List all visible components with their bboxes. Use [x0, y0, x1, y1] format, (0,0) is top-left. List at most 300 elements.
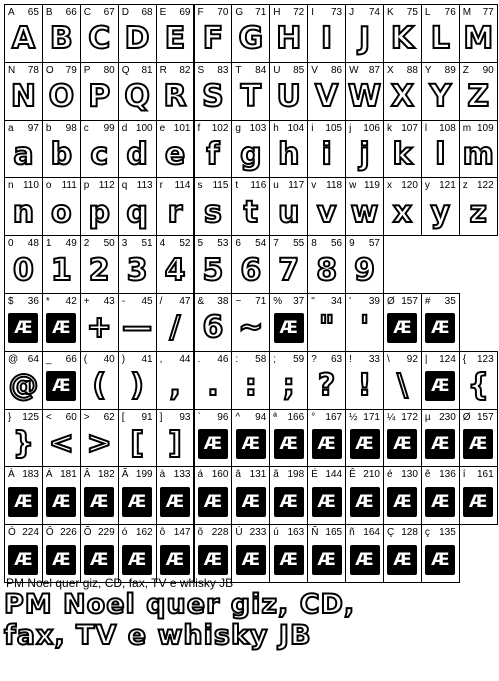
missing-glyph-box: Æ — [350, 487, 380, 517]
glyph-preview — [422, 135, 459, 176]
missing-glyph-box: Æ — [463, 487, 493, 517]
glyph-char-label: u — [273, 180, 279, 192]
glyph-cell — [421, 177, 460, 236]
glyph-char-label: f — [197, 122, 201, 134]
glyph-char-label: S — [197, 64, 205, 76]
glyph-cell — [4, 409, 43, 468]
glyph-sample: V — [315, 79, 339, 115]
glyph-cell — [383, 62, 422, 121]
missing-glyph-box: Æ — [8, 487, 38, 517]
missing-glyph-box: Æ — [46, 487, 76, 517]
glyph-sample: 6 — [202, 310, 224, 346]
glyph-char-label: Y — [424, 64, 432, 76]
glyph-preview — [43, 539, 80, 580]
glyph-code-label: 135 — [439, 527, 456, 539]
glyph-code-label: 144 — [325, 469, 343, 481]
glyph-preview — [43, 308, 80, 349]
glyph-char-label: o — [45, 180, 52, 192]
glyph-char-label: 9 — [349, 238, 355, 250]
glyph-code-label: 64 — [27, 353, 39, 365]
glyph-cell — [307, 466, 346, 525]
glyph-char-label: ( — [83, 353, 88, 365]
glyph-sample: ) — [130, 368, 144, 404]
glyph-sample: j — [359, 136, 370, 172]
glyph-char-label: @ — [8, 353, 19, 365]
glyph-code-label: 123 — [477, 353, 494, 365]
glyph-sample: S — [202, 79, 224, 115]
glyph-cell — [345, 62, 384, 121]
glyph-cell — [80, 62, 119, 121]
glyph-char-label: } — [8, 411, 12, 423]
glyph-code-label: 70 — [217, 7, 229, 18]
glyph-cell — [269, 120, 308, 179]
glyph-cell — [118, 293, 157, 352]
glyph-char-label: / — [159, 296, 163, 307]
glyph-sample: s — [204, 194, 222, 230]
glyph-sample: I — [321, 21, 333, 57]
glyph-sample: p — [88, 194, 110, 230]
glyph-char-label: 1 — [45, 238, 52, 250]
glyph-char-label: & — [197, 296, 205, 307]
glyph-cell — [345, 177, 384, 236]
glyph-preview — [232, 135, 269, 176]
glyph-code-label: 60 — [65, 411, 77, 423]
glyph-code-label: 101 — [173, 122, 191, 134]
glyph-cell — [4, 177, 43, 236]
glyph-preview — [43, 192, 80, 233]
glyph-char-label: Ø — [387, 296, 395, 307]
glyph-char-label: ú — [273, 527, 279, 539]
glyph-code-label: 46 — [217, 353, 229, 365]
glyph-cell — [383, 177, 422, 236]
glyph-cell — [156, 120, 195, 179]
glyph-char-label: A — [8, 7, 15, 18]
glyph-code-label: 199 — [135, 469, 153, 481]
glyph-sample: 0 — [13, 252, 34, 288]
glyph-char-label: n — [8, 180, 14, 192]
glyph-preview — [81, 135, 118, 176]
missing-glyph-box: Æ — [387, 487, 417, 517]
glyph-code-label: 157 — [401, 296, 418, 307]
glyph-preview — [195, 308, 232, 349]
glyph-sample: . — [207, 368, 219, 404]
glyph-char-label: ) — [121, 353, 126, 365]
glyph-cell — [459, 351, 498, 410]
glyph-char-label: { — [462, 353, 467, 365]
glyph-preview — [5, 19, 42, 60]
glyph-char-label: q — [121, 180, 128, 192]
glyph-preview — [195, 19, 232, 60]
glyph-code-label: 124 — [439, 353, 456, 365]
glyph-code-label: 102 — [211, 122, 229, 134]
glyph-cell — [421, 4, 460, 63]
glyph-cell — [307, 62, 346, 121]
glyph-code-label: 43 — [103, 296, 115, 307]
glyph-cell — [194, 120, 233, 179]
glyph-sample: m — [462, 136, 494, 172]
glyph-char-label: ° — [311, 411, 316, 423]
glyph-code-label: 38 — [217, 296, 229, 307]
glyph-sample: v — [316, 194, 337, 230]
glyph-sample: > — [86, 425, 112, 461]
glyph-code-label: 103 — [249, 122, 267, 134]
glyph-sample: ~ — [238, 310, 264, 346]
glyph-cell — [345, 409, 384, 468]
glyph-preview — [232, 481, 269, 522]
glyph-cell — [42, 235, 81, 294]
glyph-code-label: 75 — [406, 7, 418, 18]
glyph-sample: N — [10, 79, 36, 115]
glyph-char-label: I — [311, 7, 314, 18]
glyph-preview — [232, 19, 269, 60]
glyph-char-label: t — [235, 180, 239, 192]
glyph-cell — [383, 466, 422, 525]
glyph-char-label: M — [462, 7, 472, 18]
glyph-preview — [308, 366, 345, 407]
glyph-sample: ? — [317, 368, 336, 404]
glyph-cell — [156, 293, 195, 352]
glyph-preview — [157, 135, 194, 176]
glyph-cell — [194, 466, 233, 525]
glyph-preview — [5, 424, 42, 465]
glyph-cell — [307, 409, 346, 468]
glyph-sample: Y — [429, 79, 452, 115]
glyph-preview — [43, 481, 80, 522]
glyph-char-label: ; — [273, 353, 277, 365]
glyph-char-label: p — [83, 180, 90, 192]
glyph-sample: / — [169, 310, 181, 346]
glyph-code-label: 210 — [363, 469, 380, 481]
glyph-sample: f — [206, 136, 220, 172]
glyph-preview — [460, 192, 497, 233]
glyph-cell — [80, 293, 119, 352]
missing-glyph-box: Æ — [84, 487, 114, 517]
glyph-cell — [459, 177, 498, 236]
glyph-char-label: Õ — [83, 527, 92, 539]
glyph-char-label: > — [83, 411, 90, 423]
glyph-cell — [194, 409, 233, 468]
glyph-preview — [270, 192, 307, 233]
missing-glyph-box: Æ — [425, 545, 455, 575]
glyph-preview — [270, 481, 307, 522]
glyph-preview — [308, 481, 345, 522]
glyph-preview — [195, 424, 232, 465]
glyph-code-label: 41 — [141, 353, 153, 365]
glyph-char-label: _ — [45, 353, 52, 365]
glyph-char-label: 8 — [311, 238, 317, 250]
glyph-cell — [80, 235, 119, 294]
glyph-code-label: 182 — [98, 469, 115, 481]
glyph-sample: 2 — [88, 252, 110, 288]
glyph-sample: i — [321, 136, 332, 172]
glyph-code-label: 36 — [27, 296, 39, 307]
glyph-code-label: 48 — [27, 238, 39, 250]
glyph-cell — [4, 293, 43, 352]
glyph-code-label: 40 — [103, 353, 115, 365]
glyph-preview — [346, 77, 383, 118]
glyph-preview — [270, 135, 307, 176]
glyph-code-label: 230 — [439, 411, 456, 423]
glyph-preview — [308, 424, 345, 465]
glyph-sample: g — [240, 136, 262, 172]
missing-glyph-box: Æ — [236, 487, 266, 517]
glyph-code-label: 228 — [211, 527, 229, 539]
glyph-sample: q — [126, 194, 148, 230]
glyph-code-label: 51 — [141, 238, 153, 250]
glyph-code-label: 82 — [179, 64, 191, 76]
missing-glyph-box: Æ — [274, 487, 304, 517]
glyph-cell — [42, 177, 81, 236]
glyph-char-label: : — [235, 353, 239, 365]
missing-glyph-box: Æ — [46, 313, 76, 343]
glyph-sample: X — [390, 79, 415, 115]
glyph-char-label: G — [235, 7, 244, 18]
glyph-code-label: 198 — [287, 469, 305, 481]
glyph-cell — [269, 177, 308, 236]
glyph-cell — [421, 293, 460, 352]
glyph-preview — [5, 481, 42, 522]
glyph-code-label: 44 — [179, 353, 191, 365]
glyph-preview — [81, 424, 118, 465]
glyph-sample: < — [48, 425, 74, 461]
glyph-preview — [81, 539, 118, 580]
glyph-preview — [308, 19, 345, 60]
glyph-preview — [119, 424, 156, 465]
glyph-cell — [156, 524, 195, 583]
glyph-preview — [119, 135, 156, 176]
glyph-cell — [307, 235, 346, 294]
glyph-preview — [384, 192, 421, 233]
glyph-code-label: 162 — [135, 527, 153, 539]
glyph-char-label: ª — [273, 411, 277, 423]
glyph-cell — [307, 177, 346, 236]
glyph-char-label: 4 — [159, 238, 166, 250]
glyph-preview — [422, 539, 459, 580]
glyph-preview — [195, 192, 232, 233]
glyph-preview — [119, 19, 156, 60]
glyph-cell — [269, 524, 308, 583]
glyph-preview — [119, 308, 156, 349]
glyph-preview — [384, 135, 421, 176]
glyph-char-label: á — [197, 469, 204, 481]
glyph-preview — [308, 539, 345, 580]
glyph-preview — [422, 481, 459, 522]
glyph-cell — [42, 409, 81, 468]
glyph-preview — [157, 192, 194, 233]
missing-glyph-box: Æ — [8, 545, 38, 575]
glyph-cell — [383, 351, 422, 410]
glyph-char-label: Â — [83, 469, 91, 481]
glyph-sample: 6 — [240, 252, 262, 288]
glyph-sample: 9 — [354, 252, 375, 288]
missing-glyph-box: Æ — [425, 429, 455, 459]
glyph-preview — [308, 135, 345, 176]
sample-text-line-1: PM Noel quer giz, CD, — [4, 589, 356, 620]
glyph-code-label: 88 — [406, 64, 418, 76]
glyph-char-label: * — [45, 296, 50, 307]
glyph-cell — [42, 524, 81, 583]
glyph-char-label: m — [462, 122, 472, 134]
glyph-sample: F — [202, 21, 224, 57]
glyph-char-label: y — [424, 180, 430, 192]
glyph-char-label: â — [235, 469, 241, 481]
glyph-cell — [156, 351, 195, 410]
missing-glyph-box: Æ — [160, 545, 190, 575]
glyph-code-label: 181 — [60, 469, 77, 481]
glyph-char-label: z — [462, 180, 468, 192]
glyph-code-label: 47 — [179, 296, 191, 307]
glyph-cell — [42, 62, 81, 121]
missing-glyph-box: Æ — [8, 313, 38, 343]
glyph-char-label: 0 — [8, 238, 14, 250]
glyph-code-label: 83 — [217, 64, 229, 76]
missing-glyph-box: Æ — [312, 545, 342, 575]
glyph-cell — [80, 177, 119, 236]
glyph-code-label: 107 — [401, 122, 418, 134]
glyph-char-label: ô — [159, 527, 166, 539]
glyph-char-label: õ — [197, 527, 204, 539]
glyph-code-label: 94 — [255, 411, 267, 423]
glyph-code-label: 111 — [61, 180, 77, 192]
sample-caption: PM Noel quer giz, CD, fax, TV e whisky JB — [6, 576, 234, 590]
glyph-preview — [43, 424, 80, 465]
glyph-char-label: Ø — [462, 411, 471, 423]
glyph-preview — [422, 424, 459, 465]
glyph-code-label: 66 — [65, 353, 77, 365]
glyph-sample: c — [90, 136, 109, 172]
glyph-sample: l — [435, 136, 446, 172]
glyph-sample: n — [12, 194, 35, 230]
glyph-cell — [231, 4, 270, 63]
glyph-preview — [308, 192, 345, 233]
glyph-cell — [345, 293, 384, 352]
glyph-code-label: 55 — [293, 238, 305, 250]
glyph-sample: E — [164, 21, 186, 57]
glyph-char-label: Ã — [121, 469, 129, 481]
glyph-code-label: 33 — [368, 353, 380, 365]
glyph-preview — [43, 250, 80, 291]
glyph-sample: ' — [359, 310, 370, 346]
glyph-cell — [459, 4, 498, 63]
glyph-code-label: 71 — [255, 7, 267, 18]
glyph-preview — [81, 366, 118, 407]
glyph-preview — [384, 77, 421, 118]
glyph-sample: { — [467, 368, 489, 404]
glyph-char-label: 3 — [121, 238, 128, 250]
glyph-code-label: 161 — [477, 469, 494, 481]
glyph-preview — [346, 366, 383, 407]
missing-glyph-box: Æ — [274, 313, 304, 343]
glyph-preview — [422, 192, 459, 233]
glyph-code-label: 99 — [103, 122, 115, 134]
glyph-preview — [270, 366, 307, 407]
glyph-sample: d — [126, 136, 148, 172]
glyph-preview — [81, 77, 118, 118]
missing-glyph-box: Æ — [387, 545, 417, 575]
glyph-preview — [43, 135, 80, 176]
glyph-code-label: 71 — [255, 296, 267, 307]
glyph-char-label: B — [45, 7, 53, 18]
glyph-char-label: e — [159, 122, 166, 134]
glyph-sample: ] — [168, 425, 182, 461]
glyph-code-label: 130 — [401, 469, 418, 481]
glyph-char-label: F — [197, 7, 204, 18]
glyph-code-label: 112 — [98, 180, 115, 192]
glyph-preview — [157, 250, 194, 291]
glyph-char-label: 7 — [273, 238, 279, 250]
glyph-cell — [118, 120, 157, 179]
glyph-code-label: 50 — [103, 238, 115, 250]
glyph-code-label: 86 — [330, 64, 343, 76]
glyph-preview — [270, 539, 307, 580]
glyph-char-label: Ñ — [311, 527, 319, 539]
glyph-preview — [346, 19, 383, 60]
glyph-cell — [231, 235, 270, 294]
glyph-sample: U — [276, 79, 301, 115]
glyph-code-label: 165 — [325, 527, 343, 539]
glyph-preview — [157, 308, 194, 349]
glyph-cell — [4, 524, 43, 583]
glyph-char-label: | — [424, 353, 428, 365]
glyph-preview — [346, 135, 383, 176]
missing-glyph-box: Æ — [160, 487, 190, 517]
glyph-cell — [80, 466, 119, 525]
glyph-code-label: 79 — [65, 64, 77, 76]
glyph-preview — [422, 366, 459, 407]
glyph-code-label: 105 — [325, 122, 343, 134]
glyph-cell — [269, 351, 308, 410]
glyph-code-label: 100 — [135, 122, 153, 134]
glyph-code-label: 104 — [287, 122, 305, 134]
glyph-preview — [43, 77, 80, 118]
glyph-preview — [43, 366, 80, 407]
glyph-preview — [157, 481, 194, 522]
glyph-sample: t — [243, 194, 258, 230]
glyph-char-label: Ó — [8, 527, 16, 539]
glyph-cell — [307, 524, 346, 583]
glyph-sample: w — [350, 194, 379, 230]
missing-glyph-box: Æ — [122, 545, 152, 575]
glyph-cell — [194, 235, 233, 294]
glyph-code-label: 93 — [179, 411, 191, 423]
glyph-char-label: Ô — [45, 527, 54, 539]
missing-glyph-box: Æ — [236, 545, 266, 575]
glyph-preview — [119, 250, 156, 291]
glyph-preview — [195, 481, 232, 522]
glyph-char-label: Ç — [387, 527, 395, 539]
glyph-code-label: 66 — [65, 7, 77, 18]
glyph-char-label: ` — [197, 411, 201, 423]
glyph-cell — [42, 466, 81, 525]
glyph-sample: M — [463, 21, 494, 57]
glyph-preview — [5, 135, 42, 176]
glyph-char-label: à — [159, 469, 166, 481]
glyph-code-label: 45 — [141, 296, 153, 307]
glyph-cell — [383, 293, 422, 352]
glyph-code-label: 108 — [439, 122, 456, 134]
glyph-char-label: g — [235, 122, 241, 134]
glyph-cell — [80, 409, 119, 468]
glyph-cell — [194, 177, 233, 236]
glyph-sample: x — [392, 194, 413, 230]
glyph-preview — [5, 539, 42, 580]
glyph-preview — [346, 424, 383, 465]
glyph-char-label: ¼ — [387, 411, 396, 423]
glyph-sample: u — [278, 194, 300, 230]
glyph-cell — [156, 409, 195, 468]
glyph-char-label: i — [311, 122, 314, 134]
glyph-code-label: 164 — [363, 527, 380, 539]
